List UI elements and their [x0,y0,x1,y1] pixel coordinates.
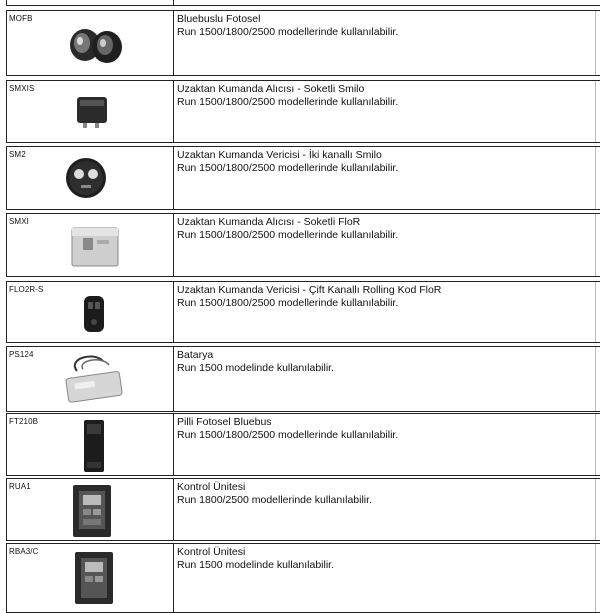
remote-round-icon [63,155,109,201]
table-row [6,478,600,541]
product-description [177,216,398,242]
control-unit-icon [73,550,115,606]
product-image-cell [7,147,173,209]
product-code: RUA1 [9,482,31,491]
product-description [177,481,372,507]
product-title: Uzaktan Kumanda Vericisi - Çift Kanallı Rolling Kod FloR [177,284,442,296]
product-image-cell [7,81,173,142]
product-image-cell [7,214,173,276]
table-row [6,146,600,210]
table-row [6,10,600,76]
product-description [177,546,334,572]
product-code: MOFB [9,14,33,23]
table-row [6,213,600,277]
product-image-cell [7,479,173,540]
receiver-box-icon [69,222,125,270]
product-description [177,13,398,39]
table-row [6,281,600,343]
product-image-cell [7,11,173,75]
product-subtitle: Run 1500/1800/2500 modellerinde kullanılabilir. [177,162,399,174]
product-code: SMXI [9,217,29,226]
receiver-plug-icon [73,91,113,131]
product-image-cell [7,414,173,475]
product-subtitle: Run 1800/2500 modellerinde kullanılabilir. [177,494,372,506]
product-title: Batarya [177,349,214,361]
photocell-pair-icon [65,25,125,65]
product-description [177,349,334,375]
product-description [177,284,441,310]
product-subtitle: Run 1500 modelinde kullanılabilir. [177,559,335,571]
product-title: Kontrol Ünitesi [177,546,246,558]
product-subtitle: Run 1500/1800/2500 modellerinde kullanılabilir. [177,297,399,309]
product-title: Pilli Fotosel Bluebus [177,416,272,428]
product-code: RBA3/C [9,547,39,556]
control-unit-icon [71,483,113,539]
table-row [6,543,600,613]
product-image-cell [7,347,173,411]
product-code: SM2 [9,150,26,159]
product-subtitle: Run 1500 modelinde kullanılabilir. [177,362,335,374]
table-row-previous [6,0,600,6]
product-image-cell [7,282,173,342]
product-description [177,416,398,442]
product-title: Uzaktan Kumanda Alıcısı - Soketli Smilo [177,83,365,95]
product-image-cell [7,544,173,612]
product-description [177,149,398,175]
product-title: Uzaktan Kumanda Alıcısı - Soketli FloR [177,216,361,228]
table-row [6,413,600,476]
product-description [177,83,398,109]
remote-keyfob-icon [81,294,107,334]
product-subtitle: Run 1500/1800/2500 modellerinde kullanılabilir. [177,229,399,241]
product-code: FT210B [9,417,39,426]
product-code: SMXIS [9,84,35,93]
photocell-column-icon [81,418,107,474]
table-row [6,80,600,143]
product-title: Kontrol Ünitesi [177,481,246,493]
battery-pack-icon [63,351,127,407]
table-row [6,346,600,412]
product-title: Bluebuslu Fotosel [177,13,261,25]
product-code: FLO2R-S [9,285,44,294]
product-subtitle: Run 1500/1800/2500 modellerinde kullanılabilir. [177,96,399,108]
product-code: PS124 [9,350,34,359]
product-subtitle: Run 1500/1800/2500 modellerinde kullanılabilir. [177,429,399,441]
product-subtitle: Run 1500/1800/2500 modellerinde kullanılabilir. [177,26,399,38]
product-title: Uzaktan Kumanda Vericisi - İki kanallı Smilo [177,149,382,161]
